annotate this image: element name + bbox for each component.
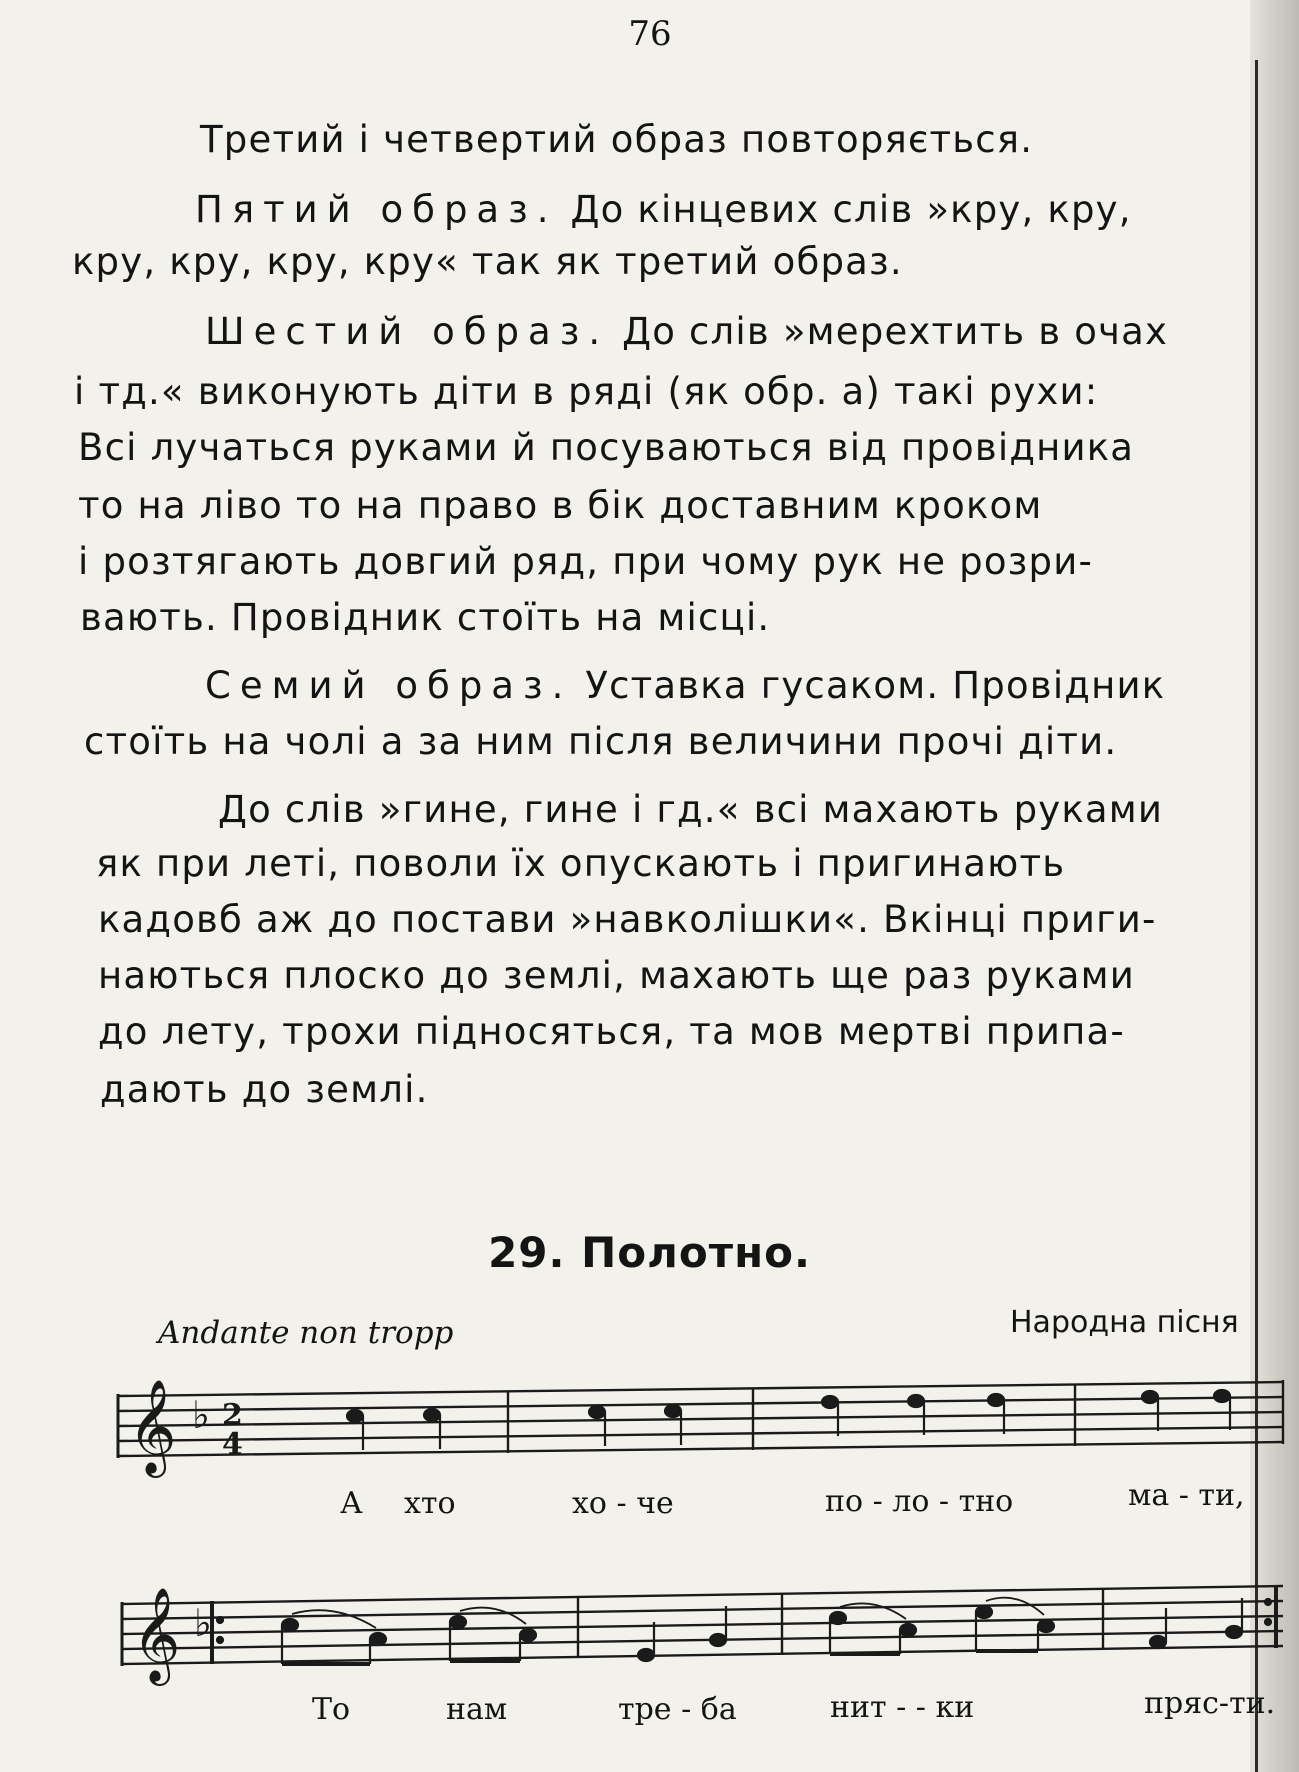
page-number: 76 [628, 14, 672, 54]
tempo-marking: Andante non tropp [158, 1315, 454, 1351]
text-line: кадовб аж до постави »навколішки«. Вкінці приги- [98, 898, 1157, 941]
text-line: Семий образ. Уставка гусаком. Провідник [205, 664, 1166, 707]
treble-clef-icon: 𝄞 [128, 1379, 177, 1474]
time-sig-top: 2 [222, 1398, 243, 1433]
lyric-syllable: нит - - ки [830, 1690, 975, 1725]
text-line: то на ліво то на право в бік доставним кроком [78, 484, 1043, 527]
slurs [292, 1598, 1044, 1628]
text-line: Пятий образ. До кінцевих слів »кру, кру, [195, 188, 1132, 231]
lyric-syllable: хо - че [572, 1486, 674, 1521]
text-line: Третий і четвертий образ повторяється. [200, 118, 1034, 161]
text-line: вають. Провідник стоїть на місці. [80, 596, 771, 639]
text-line: До слів »гине, гине і гд.« всі махають руками [218, 788, 1164, 831]
text-line: як при леті, поволи їх опускають і пригинають [96, 842, 1066, 885]
text-line: до лету, трохи підносяться, та мов мертві припа- [98, 1010, 1125, 1053]
text-line: і тд.« виконують діти в ряді (як обр. а) такі рухи: [74, 370, 1099, 413]
lyric-syllable: тре - ба [618, 1692, 737, 1727]
lyric-syllable: по - ло - тно [825, 1484, 1014, 1519]
lyric-syllable: А [340, 1486, 363, 1521]
time-sig-bottom: 4 [222, 1427, 243, 1462]
text-line: стоїть на чолі а за ним після величини прочі діти. [84, 720, 1118, 763]
lyric-syllable: ма - ти, [1128, 1478, 1245, 1513]
staff-1 [118, 1380, 1283, 1458]
section-heading-spaced: Шестий образ. [205, 310, 610, 353]
text-line: дають до землі. [100, 1068, 429, 1111]
song-source: Народна пісня [1010, 1305, 1239, 1340]
treble-clef-icon: 𝄞 [132, 1587, 181, 1682]
text-line: Всі лучаться руками й посуваються від провідника [78, 426, 1135, 469]
section-heading-spaced: Пятий образ. [195, 188, 558, 231]
section-heading-spaced: Семий образ. [205, 664, 573, 707]
lyric-syllable: нам [446, 1692, 508, 1727]
flat-icon: ♭ [194, 1601, 212, 1645]
text-line: і розтягають довгий ряд, при чому рук не розри- [78, 540, 1094, 583]
lyric-syllable: То [312, 1692, 351, 1727]
lyric-syllable: пряс-ти. [1144, 1686, 1276, 1721]
text-line: кру, кру, кру, кру« так як третий образ. [72, 240, 903, 283]
text-line: Шестий образ. До слів »мерехтить в очах [205, 310, 1169, 353]
flat-icon: ♭ [192, 1393, 210, 1437]
song-title: 29. Полотно. [488, 1228, 811, 1277]
text-line: наються плоско до землі, махають ще раз руками [98, 954, 1136, 997]
lyric-syllable: хто [404, 1486, 456, 1521]
